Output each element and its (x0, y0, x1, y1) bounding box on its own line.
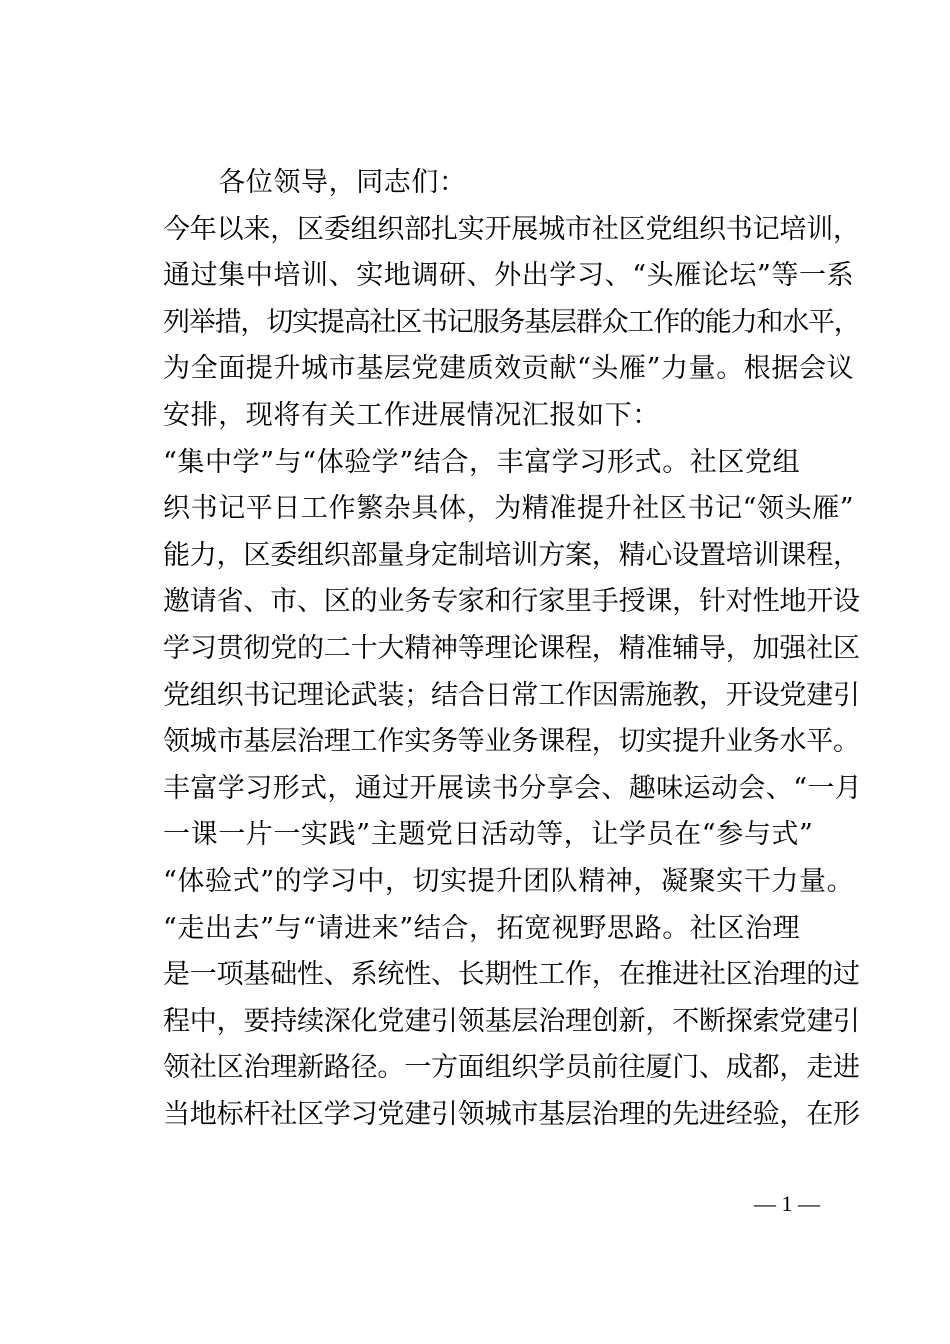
text-line: “体验式”的学习中，切实提升团队精神，凝聚实干力量。 (163, 865, 855, 897)
text-line: 学习贯彻党的二十大精神等理论课程，精准辅导，加强社区 (163, 632, 860, 664)
text-line: “集中学”与“体验学”结合，丰富学习形式。社区党组 (163, 446, 801, 478)
text-line: 领社区治理新路径。一方面组织学员前往厦门、成都，走进 (163, 1052, 860, 1084)
text-line: 为全面提升城市基层党建质效贡献“头雁”力量。根据会议 (163, 353, 855, 385)
text-line: 今年以来，区委组织部扎实开展城市社区党组织书记培训， (163, 213, 860, 245)
text-line: 各位领导，同志们： (163, 167, 467, 198)
text-line: 党组织书记理论武装；结合日常工作因需施教，开设党建引 (163, 679, 860, 711)
text-line: 通过集中培训、实地调研、外出学习、“头雁论坛”等一系 (163, 260, 855, 292)
text-line: 丰富学习形式，通过开展读书分享会、趣味运动会、“一月 (163, 772, 863, 804)
text-line: 邀请省、市、区的业务专家和行家里手授课，针对性地开设 (163, 586, 860, 618)
text-line: 程中，要持续深化党建引领基层治理创新，不断探索党建引 (163, 1005, 860, 1037)
text-line: 领城市基层治理工作实务等业务课程，切实提升业务水平。 (163, 726, 860, 758)
text-line: 能力，区委组织部量身定制培训方案，精心设置培训课程， (163, 539, 860, 571)
text-line: “走出去”与“请进来”结合，拓宽视野思路。社区治理 (163, 912, 801, 944)
text-line: 安排，现将有关工作进展情况汇报如下： (163, 399, 660, 431)
text-line: 当地标杆社区学习党建引领城市基层治理的先进经验，在形 (163, 1098, 860, 1130)
body-text (163, 160, 863, 1138)
text-line: 列举措，切实提高社区书记服务基层群众工作的能力和水平， (163, 306, 860, 338)
text-line: 一课一片一实践”主题党日活动等，让学员在“参与式” (163, 819, 814, 851)
text-line: 织书记平日工作繁杂具体，为精准提升社区书记“领头雁” (163, 493, 855, 525)
text-line: 是一项基础性、系统性、长期性工作，在推进社区治理的过 (163, 959, 860, 991)
page-number: — 1 — (754, 1191, 820, 1216)
